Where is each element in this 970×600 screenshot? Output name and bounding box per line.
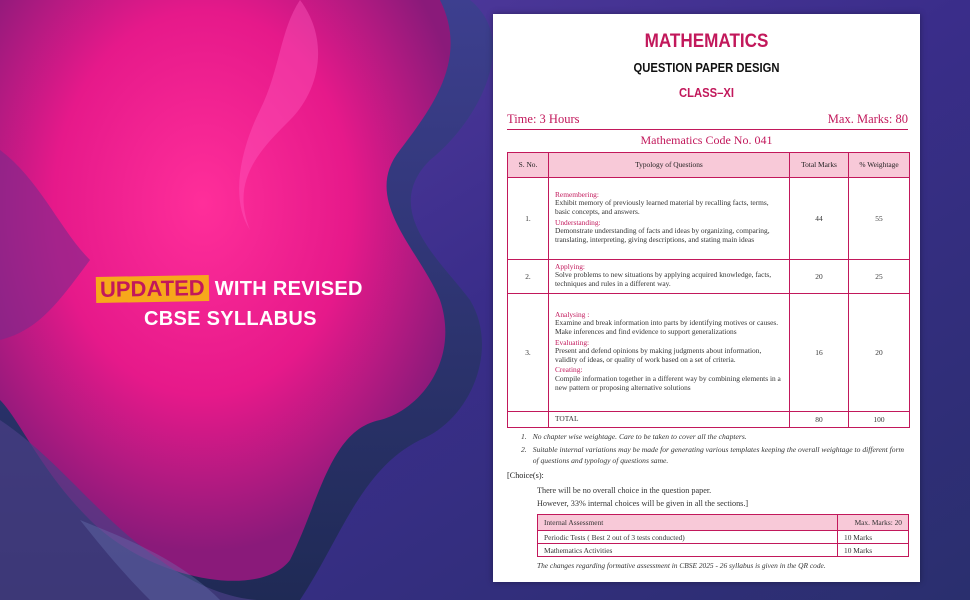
header-total: Total Marks bbox=[790, 153, 849, 178]
header-weightage: % Weightage bbox=[849, 153, 910, 178]
row-total: 44 bbox=[790, 178, 849, 260]
header-sno: S. No. bbox=[508, 153, 549, 178]
ia-marks: 10 Marks bbox=[838, 531, 909, 544]
category-desc: Demonstrate understanding of facts and ideas by organizing, comparing, translating, interpreting, giving descriptions, and stating main ideas bbox=[555, 226, 770, 244]
choice-line: There will be no overall choice in the question paper. bbox=[537, 486, 712, 495]
row-total: 20 bbox=[790, 260, 849, 294]
row-typology bbox=[549, 294, 790, 412]
note-item bbox=[521, 444, 910, 466]
subject-title: MATHEMATICS bbox=[644, 31, 769, 52]
category-label: Analysing : bbox=[555, 309, 590, 319]
choice-heading: [Choice(s): bbox=[507, 471, 544, 480]
header-typology: Typology of Questions bbox=[549, 153, 790, 178]
footnote: The changes regarding formative assessment in CBSE 2025 - 26 syllabus is given in the QR code. bbox=[537, 561, 826, 570]
total-row bbox=[508, 412, 910, 428]
ia-label: Periodic Tests ( Best 2 out of 3 tests conducted) bbox=[538, 531, 838, 544]
time-label: Time: 3 Hours bbox=[507, 112, 580, 126]
table-header bbox=[508, 153, 910, 178]
ia-heading: Internal Assessment bbox=[538, 515, 838, 531]
row-sno: 2. bbox=[508, 260, 549, 294]
category-label: Creating: bbox=[555, 365, 583, 375]
promo-line-2: CBSE SYLLABUS bbox=[144, 308, 317, 330]
category-label: Applying: bbox=[555, 261, 585, 271]
note-item bbox=[521, 431, 910, 442]
design-title: QUESTION PAPER DESIGN bbox=[633, 61, 780, 75]
category-desc: Exhibit memory of previously learned material by recalling facts, terms, basic concepts, and answers. bbox=[555, 198, 769, 216]
table-row bbox=[538, 531, 909, 544]
category-desc: Examine and break information into parts by identifying motives or causes. Make inferences and find evidence to support generalizations bbox=[555, 318, 779, 337]
ia-marks: 10 Marks bbox=[838, 544, 909, 557]
class-title: CLASS–XI bbox=[678, 86, 735, 100]
row-weightage: 25 bbox=[849, 260, 910, 294]
ia-header bbox=[538, 515, 909, 531]
note-text: Suitable internal variations may be made for generating various templates keeping the overall weightage to different form of questions and typology of questions same. bbox=[532, 445, 905, 465]
row-sno: 3. bbox=[508, 294, 549, 412]
row-weightage: 20 bbox=[849, 294, 910, 412]
total-weightage: 100 bbox=[849, 412, 910, 428]
promo-line-1: WITH REVISED bbox=[214, 277, 363, 300]
ia-heading-marks: Max. Marks: 20 bbox=[838, 515, 909, 531]
table-row bbox=[538, 544, 909, 557]
typology-table bbox=[507, 152, 910, 428]
notes-list bbox=[521, 431, 910, 468]
note-num: 1. bbox=[521, 432, 527, 441]
total-marks: 80 bbox=[790, 412, 849, 428]
table-row bbox=[508, 178, 910, 260]
category-label: Evaluating: bbox=[555, 337, 590, 347]
row-typology bbox=[549, 260, 790, 294]
category-label: Remembering: bbox=[555, 189, 599, 199]
note-num: 2. bbox=[521, 445, 527, 454]
total-blank bbox=[508, 412, 549, 428]
question-paper-page bbox=[493, 14, 920, 582]
table-row bbox=[508, 294, 910, 412]
max-marks-label: Max. Marks: 80 bbox=[827, 112, 908, 126]
choice-line: However, 33% internal choices will be given in all the sections.] bbox=[537, 499, 749, 508]
time-marks-row bbox=[507, 112, 908, 130]
row-typology bbox=[549, 178, 790, 260]
updated-badge: UPDATED bbox=[96, 275, 209, 303]
table-row bbox=[508, 260, 910, 294]
promo-text bbox=[96, 276, 386, 331]
internal-assessment-table bbox=[537, 514, 909, 557]
row-weightage: 55 bbox=[849, 178, 910, 260]
category-desc: Solve problems to new situations by applying acquired knowledge, facts, techniques and rules in a different way. bbox=[555, 270, 772, 288]
row-sno: 1. bbox=[508, 178, 549, 260]
subject-code: Mathematics Code No. 041 bbox=[640, 133, 773, 147]
category-desc: Present and defend opinions by making judgments about information, validity of ideas, or quality of work based on a set of criteria. bbox=[555, 346, 762, 364]
note-text: No chapter wise weightage. Care to be taken to cover all the chapters. bbox=[532, 432, 747, 441]
row-total: 16 bbox=[790, 294, 849, 412]
category-desc: Compile information together in a different way by combining elements in a new pattern or proposing alternative solutions bbox=[555, 373, 781, 392]
total-label: TOTAL bbox=[549, 412, 790, 428]
category-label: Understanding: bbox=[555, 217, 601, 227]
ia-label: Mathematics Activities bbox=[538, 544, 838, 557]
